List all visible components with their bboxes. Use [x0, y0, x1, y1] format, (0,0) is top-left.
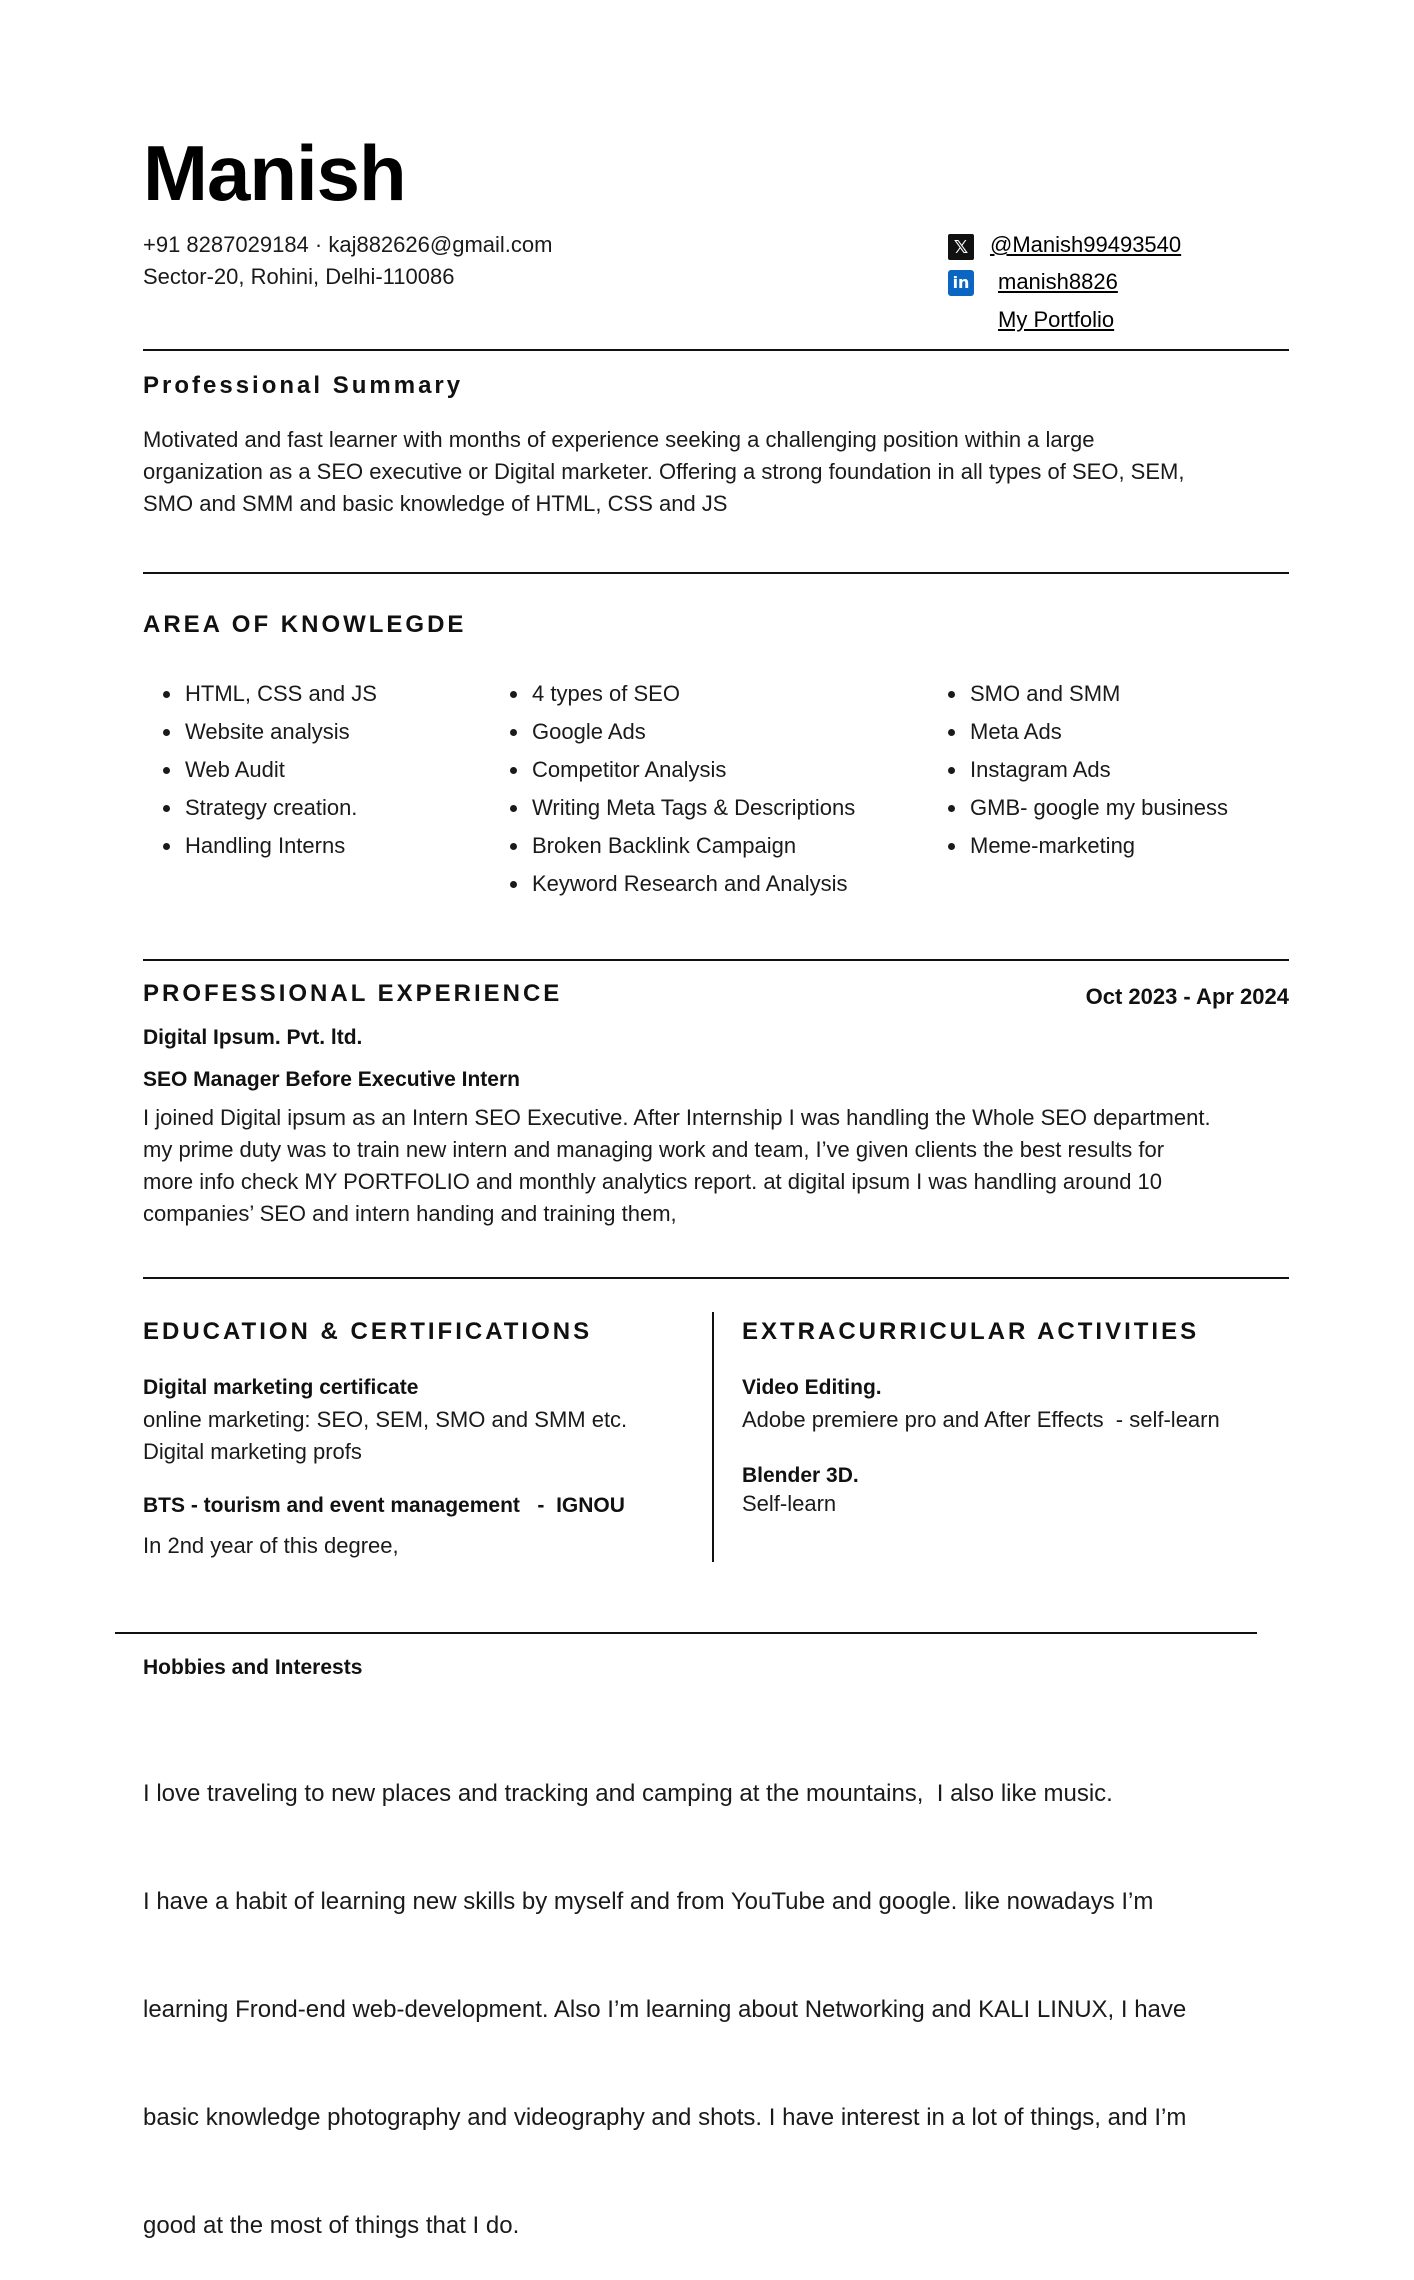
- job-role: SEO Manager Before Executive Intern: [143, 1068, 520, 1091]
- linkedin-link[interactable]: manish8826: [998, 269, 1118, 294]
- list-item: • Meta Ads: [968, 713, 1228, 751]
- education-item-detail: online marketing: SEO, SEM, SMO and SMM etc.: [143, 1407, 628, 1432]
- summary-line: organization as a SEO executive or Digital marketer. Offering a strong foundation in all types of SEO, SEM,: [143, 459, 1185, 484]
- linkedin-icon: in: [948, 270, 974, 296]
- divider: [143, 572, 1289, 574]
- experience-line: my prime duty was to train new intern and managing work and team, I’ve given clients the best results for: [143, 1137, 1165, 1162]
- knowledge-list-1: [143, 675, 377, 865]
- hobbies-line: basic knowledge photography and videography and shots. I have interest in a lot of things, and I’m: [143, 2104, 1187, 2131]
- education-item-title: BTS - tourism and event management - IGNOU: [143, 1494, 625, 1517]
- experience-line: more info check MY PORTFOLIO and monthly analytics report. at digital ipsum I was handling around 10: [143, 1169, 1163, 1194]
- experience-heading: PROFESSIONAL EXPERIENCE: [143, 980, 563, 1007]
- list-item: • Writing Meta Tags & Descriptions: [530, 789, 855, 827]
- divider: [143, 349, 1289, 351]
- list-item: • Strategy creation.: [183, 789, 377, 827]
- list-item: • HTML, CSS and JS: [183, 675, 377, 713]
- list-item: • Keyword Research and Analysis: [530, 865, 855, 903]
- hobbies-line: I love traveling to new places and tracking and camping at the mountains, I also like music.: [143, 1780, 1113, 1807]
- divider: [143, 1277, 1289, 1279]
- list-item: • Meme-marketing: [968, 827, 1228, 865]
- contact-address: Sector-20, Rohini, Delhi-110086: [143, 264, 455, 289]
- list-item: • Instagram Ads: [968, 751, 1228, 789]
- list-item: • GMB- google my business: [968, 789, 1228, 827]
- divider: [115, 1632, 1257, 1634]
- knowledge-heading: AREA OF KNOWLEGDE: [143, 611, 467, 638]
- x-icon: 𝕏: [948, 234, 974, 260]
- contact-phone-email: +91 8287029184 · kaj882626@gmail.com: [143, 232, 553, 257]
- list-item: • Handling Interns: [183, 827, 377, 865]
- list-item: • Competitor Analysis: [530, 751, 855, 789]
- experience-line: I joined Digital ipsum as an Intern SEO Executive. After Internship I was handling the Whole SEO department.: [143, 1105, 1211, 1130]
- list-item: • Website analysis: [183, 713, 377, 751]
- experience-dates: Oct 2023 - Apr 2024: [1085, 984, 1289, 1009]
- extracurricular-heading: EXTRACURRICULAR ACTIVITIES: [742, 1318, 1200, 1345]
- hobbies-heading: Hobbies and Interests: [143, 1656, 363, 1679]
- summary-text: [143, 424, 1303, 520]
- list-item: • Web Audit: [183, 751, 377, 789]
- hobbies-line: learning Frond-end web-development. Also I’m learning about Networking and KALI LINUX, I have: [143, 1996, 1187, 2023]
- hobbies-line: good at the most of things that I do.: [143, 2212, 520, 2239]
- column-divider: [712, 1312, 714, 1562]
- portfolio-link[interactable]: My Portfolio: [998, 307, 1115, 332]
- education-item-detail: In 2nd year of this degree,: [143, 1533, 399, 1558]
- activity-title: Video Editing.: [742, 1376, 882, 1399]
- experience-description: [143, 1102, 1313, 1230]
- knowledge-list-2: [490, 675, 855, 903]
- activity-detail: Self-learn: [742, 1491, 837, 1516]
- education-item-title: Digital marketing certificate: [143, 1376, 419, 1399]
- summary-heading: Professional Summary: [143, 372, 464, 399]
- candidate-name: Manish: [143, 129, 406, 217]
- summary-line: Motivated and fast learner with months of experience seeking a challenging position within a large: [143, 427, 1095, 452]
- hobbies-text: [143, 1704, 1323, 2280]
- list-item: • Broken Backlink Campaign: [530, 827, 855, 865]
- hobbies-line: I have a habit of learning new skills by myself and from YouTube and google. like nowadays I’m: [143, 1888, 1154, 1915]
- education-item-detail: Digital marketing profs: [143, 1439, 362, 1464]
- experience-line: companies’ SEO and intern handing and training them,: [143, 1201, 677, 1226]
- knowledge-list-3: [928, 675, 1228, 865]
- list-item: • SMO and SMM: [968, 675, 1228, 713]
- list-item: • 4 types of SEO: [530, 675, 855, 713]
- activity-detail: Adobe premiere pro and After Effects - self-learn: [742, 1407, 1220, 1432]
- list-item: • Google Ads: [530, 713, 855, 751]
- company-name: Digital Ipsum. Pvt. ltd.: [143, 1026, 363, 1049]
- divider: [143, 959, 1289, 961]
- twitter-link[interactable]: @Manish99493540: [990, 232, 1182, 257]
- activity-title: Blender 3D.: [742, 1464, 859, 1487]
- education-heading: EDUCATION & CERTIFICATIONS: [143, 1318, 593, 1345]
- summary-line: SMO and SMM and basic knowledge of HTML, CSS and JS: [143, 491, 728, 516]
